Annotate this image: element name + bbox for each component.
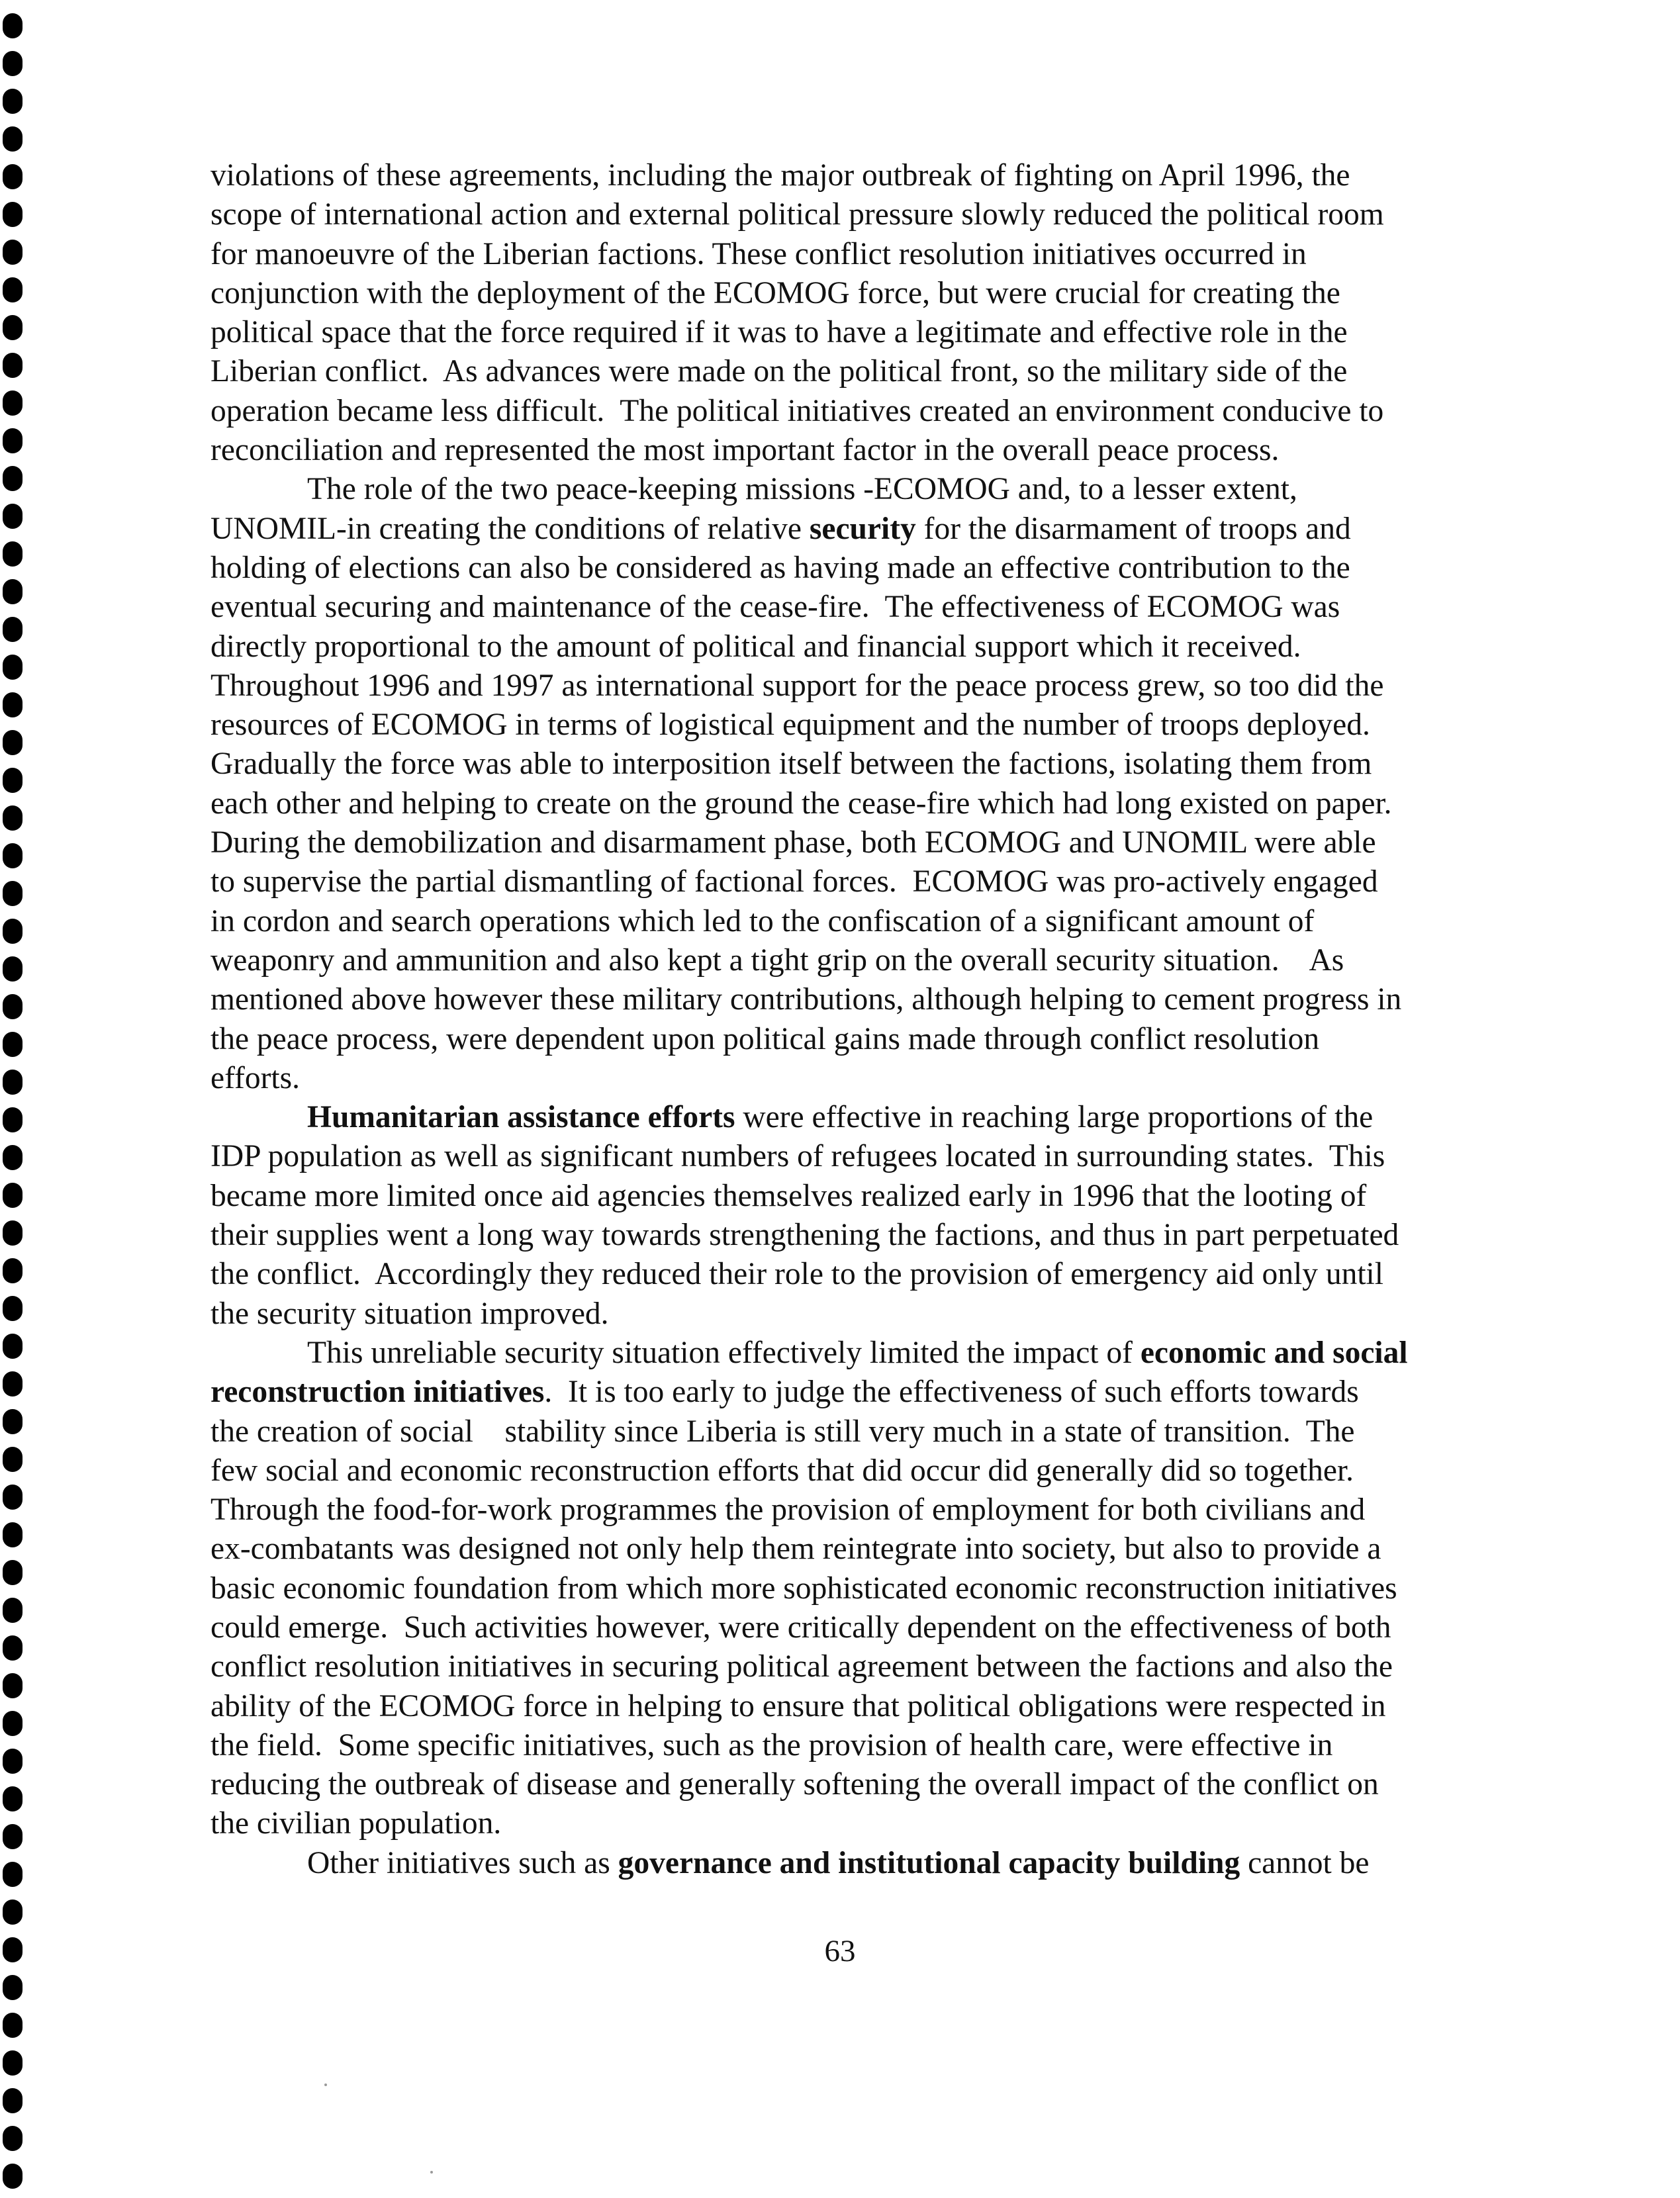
body-text — [210, 156, 1528, 1883]
binding-hole — [3, 51, 23, 76]
text-run: for manoeuvre of the Liberian factions. These conflict resolution initiatives occurred in — [210, 236, 1307, 271]
text-run: few social and economic reconstruction efforts that did occur did generally did so together. — [210, 1453, 1354, 1488]
paragraph — [210, 1844, 1528, 1883]
scan-speck — [430, 2171, 433, 2174]
bold-term: security — [809, 511, 916, 546]
text-run: violations of these agreements, including the major outbreak of fighting on April 1996, the — [210, 158, 1350, 193]
text-run: each other and helping to create on the ground the cease-fire which had long existed on paper. — [210, 786, 1392, 821]
binding-hole — [3, 1522, 23, 1547]
paragraph — [210, 1098, 1528, 1334]
binding-hole — [3, 655, 23, 680]
text-run: The role of the two peace-keeping missions -ECOMOG and, to a lesser extent, — [307, 472, 1297, 507]
text-run: for the disarmament of troops and — [915, 511, 1351, 546]
binding-hole — [3, 315, 23, 340]
text-run: in cordon and search operations which led to the confiscation of a significant amount of — [210, 903, 1315, 939]
text-run: Through the food-for-work programmes the provision of employment for both civilians and — [210, 1492, 1366, 1528]
binding-hole — [3, 1334, 23, 1359]
text-run: eventual securing and maintenance of the cease-fire. The effectiveness of ECOMOG was — [210, 590, 1340, 625]
text-run: During the demobilization and disarmament phase, both ECOMOG and UNOMIL were able — [210, 825, 1376, 860]
text-run: weaponry and ammunition and also kept a tight grip on the overall security situation. As — [210, 942, 1344, 978]
binding-hole — [3, 1145, 23, 1170]
text-run: mentioned above however these military contributions, although helping to cement progress in — [210, 982, 1402, 1017]
text-run: ability of the ECOMOG force in helping to ensure that political obligations were respected in — [210, 1688, 1386, 1723]
text-run: scope of international action and external political pressure slowly reduced the political room — [210, 197, 1384, 232]
text-run: IDP population as well as significant numbers of refugees located in surrounding states. This — [210, 1139, 1385, 1174]
text-run: efforts. — [210, 1060, 300, 1095]
binding-hole — [3, 617, 23, 642]
text-run: resources of ECOMOG in terms of logistical equipment and the number of troops deployed. — [210, 708, 1370, 743]
binding-hole — [3, 126, 23, 152]
text-run: cannot be — [1240, 1845, 1370, 1880]
bold-term: reconstruction initiatives — [210, 1375, 545, 1410]
bold-term: economic and social — [1140, 1335, 1408, 1370]
scan-speck — [324, 2084, 327, 2086]
text-run: This unreliable security situation effectively limited the impact of — [307, 1335, 1141, 1370]
text-run: directly proportional to the amount of political and financial support which it received. — [210, 629, 1301, 664]
text-run: to supervise the partial dismantling of factional forces. ECOMOG was pro-actively engaged — [210, 864, 1378, 899]
binding-hole — [3, 919, 23, 944]
binding-hole — [3, 579, 23, 604]
binding-hole — [3, 541, 23, 567]
binding-hole — [3, 1975, 23, 2000]
text-run: their supplies went a long way towards strengthening the factions, and thus in part perpetuated — [210, 1218, 1399, 1253]
binding-hole — [3, 1107, 23, 1132]
binding-hole — [3, 1296, 23, 1321]
paragraph — [210, 1334, 1528, 1844]
binding-hole — [3, 2164, 23, 2189]
binding-hole — [3, 692, 23, 717]
text-run: holding of elections can also be considered as having made an effective contribution to the — [210, 550, 1350, 585]
binding-hole — [3, 768, 23, 793]
binding-hole — [3, 1258, 23, 1283]
bold-term: Humanitarian assistance efforts — [307, 1100, 735, 1135]
binding-hole — [3, 466, 23, 491]
binding-hole — [3, 353, 23, 378]
text-run: UNOMIL-in creating the conditions of relative — [210, 511, 810, 546]
text-run: the field. Some specific initiatives, such as the provision of health care, were effective in — [210, 1727, 1333, 1763]
binding-hole — [3, 1635, 23, 1661]
binding-hole — [3, 2050, 23, 2076]
binding-hole — [3, 1749, 23, 1774]
binding-hole — [3, 2088, 23, 2113]
binding-hole — [3, 428, 23, 453]
binding-hole — [3, 1598, 23, 1623]
binding-hole — [3, 202, 23, 227]
binding-hole — [3, 1371, 23, 1397]
binding-hole — [3, 1032, 23, 1057]
binding-hole — [3, 1447, 23, 1472]
binding-hole — [3, 1070, 23, 1095]
binding-hole — [3, 2013, 23, 2038]
binding-hole — [3, 1900, 23, 1925]
text-run: . It is too early to judge the effectiveness of such efforts towards — [544, 1375, 1359, 1410]
binding-hole — [3, 1786, 23, 1811]
bold-term: governance and institutional capacity building — [618, 1845, 1240, 1880]
binding-hole — [3, 277, 23, 302]
text-run: were effective in reaching large proportions of the — [735, 1100, 1374, 1135]
text-run: political space that the force required if it was to have a legitimate and effective role in the — [210, 315, 1348, 350]
text-run: Other initiatives such as — [307, 1845, 618, 1880]
binding-hole — [3, 240, 23, 265]
text-run: conjunction with the deployment of the ECOMOG force, but were crucial for creating the — [210, 275, 1340, 310]
binding-hole — [3, 1485, 23, 1510]
binding-hole — [3, 1824, 23, 1849]
text-run: the conflict. Accordingly they reduced their role to the provision of emergency aid only until — [210, 1257, 1383, 1292]
binding-hole — [3, 1673, 23, 1698]
text-run: the peace process, were dependent upon political gains made through conflict resolution — [210, 1021, 1320, 1056]
paragraph — [210, 470, 1528, 1098]
binding-hole — [3, 2126, 23, 2151]
binding-hole — [3, 1862, 23, 1887]
page-number: 63 — [824, 1934, 856, 1968]
paragraph — [210, 156, 1528, 470]
binding-hole — [3, 164, 23, 189]
text-run: conflict resolution initiatives in securing political agreement between the factions and also the — [210, 1649, 1393, 1684]
text-run: the creation of social stability since Liberia is still very much in a state of transition. The — [210, 1414, 1355, 1449]
binding-hole — [3, 956, 23, 982]
binding-hole — [3, 881, 23, 906]
binding-hole — [3, 504, 23, 529]
text-run: the civilian population. — [210, 1806, 502, 1841]
text-run: operation became less difficult. The political initiatives created an environment conducive to — [210, 393, 1384, 428]
binding-hole — [3, 13, 23, 38]
binding-hole — [3, 994, 23, 1019]
text-run: could emerge. Such activities however, were critically dependent on the effectiveness of both — [210, 1610, 1391, 1645]
text-run: Liberian conflict. As advances were made on the political front, so the military side of the — [210, 354, 1348, 389]
binding-hole — [3, 1220, 23, 1246]
binding-hole — [3, 1560, 23, 1585]
spiral-binding — [0, 0, 32, 2198]
binding-hole — [3, 805, 23, 831]
text-run: reducing the outbreak of disease and generally softening the overall impact of the conflict on — [210, 1767, 1379, 1802]
binding-hole — [3, 1409, 23, 1434]
binding-hole — [3, 89, 23, 114]
binding-hole — [3, 1183, 23, 1208]
text-run: Gradually the force was able to interposition itself between the factions, isolating them from — [210, 747, 1372, 782]
binding-hole — [3, 390, 23, 416]
binding-hole — [3, 843, 23, 868]
text-run: basic economic foundation from which more sophisticated economic reconstruction initiatives — [210, 1571, 1397, 1606]
binding-hole — [3, 730, 23, 755]
text-run: Throughout 1996 and 1997 as international support for the peace process grew, so too did the — [210, 668, 1384, 703]
binding-hole — [3, 1711, 23, 1736]
text-run: became more limited once aid agencies themselves realized early in 1996 that the looting of — [210, 1178, 1367, 1213]
text-run: reconciliation and represented the most important factor in the overall peace process. — [210, 433, 1280, 468]
text-run: ex-combatants was designed not only help them reintegrate into society, but also to provide a — [210, 1532, 1381, 1567]
text-run: the security situation improved. — [210, 1296, 609, 1331]
